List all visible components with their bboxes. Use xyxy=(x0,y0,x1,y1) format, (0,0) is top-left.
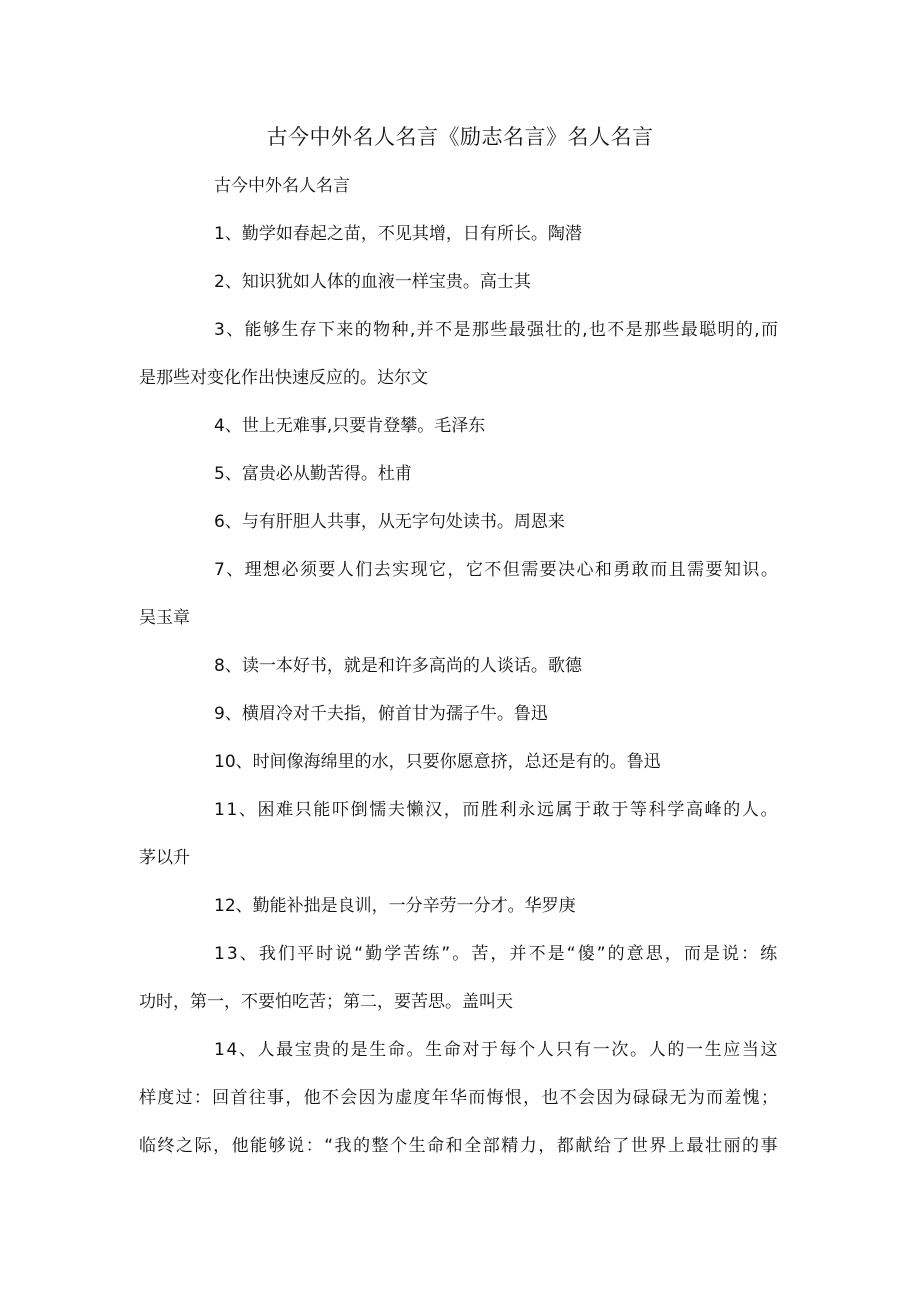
quote-line-8: 8、读一本好书，就是和许多高尚的人谈话。歌德 xyxy=(214,656,582,676)
quote-line-14: 14、人最宝贵的是生命。生命对于每个人只有一次。人的一生应当这 xyxy=(214,1040,780,1060)
quote-line-4: 4、世上无难事,只要肯登攀。毛泽东 xyxy=(214,416,486,436)
page-title: 古今中外名人名言《励志名言》名人名言 xyxy=(266,125,654,149)
quote-line-12: 12、勤能补拙是良训，一分辛劳一分才。华罗庚 xyxy=(214,896,576,916)
quote-line-7-cont: 吴玉章 xyxy=(139,608,190,628)
quote-line-5: 5、富贵必从勤苦得。杜甫 xyxy=(214,464,412,484)
quote-line-14-cont-2: 临终之际，他能够说：“我的整个生命和全部精力，都献给了世界上最壮丽的事 xyxy=(139,1136,780,1156)
quote-line-3-cont: 是那些对变化作出快速反应的。达尔文 xyxy=(139,368,428,388)
quote-line-14-cont-1: 样度过：回首往事，他不会因为虚度年华而悔恨，也不会因为碌碌无为而羞愧； xyxy=(139,1088,780,1108)
quote-line-3: 3、能够生存下来的物种,并不是那些最强壮的,也不是那些最聪明的,而 xyxy=(214,320,780,340)
subtitle: 古今中外名人名言 xyxy=(214,176,350,196)
quote-line-13: 13、我们平时说“勤学苦练”。苦，并不是“傻”的意思，而是说：练 xyxy=(214,944,780,964)
quote-line-1: 1、勤学如春起之苗，不见其增，日有所长。陶潜 xyxy=(214,224,582,244)
quote-line-7: 7、理想必须要人们去实现它，它不但需要决心和勇敢而且需要知识。 xyxy=(214,560,780,580)
quote-line-10: 10、时间像海绵里的水，只要你愿意挤，总还是有的。鲁迅 xyxy=(214,752,661,772)
quote-line-11: 11、困难只能吓倒懦夫懒汉，而胜利永远属于敢于等科学高峰的人。 xyxy=(214,800,780,820)
quote-line-11-cont: 茅以升 xyxy=(139,848,190,868)
quote-line-9: 9、横眉冷对千夫指，俯首甘为孺子牛。鲁迅 xyxy=(214,704,548,724)
quote-line-2: 2、知识犹如人体的血液一样宝贵。高士其 xyxy=(214,272,531,292)
quote-line-6: 6、与有肝胆人共事，从无字句处读书。周恩来 xyxy=(214,512,565,532)
quote-line-13-cont: 功时，第一，不要怕吃苦；第二，要苦思。盖叫天 xyxy=(139,992,513,1012)
